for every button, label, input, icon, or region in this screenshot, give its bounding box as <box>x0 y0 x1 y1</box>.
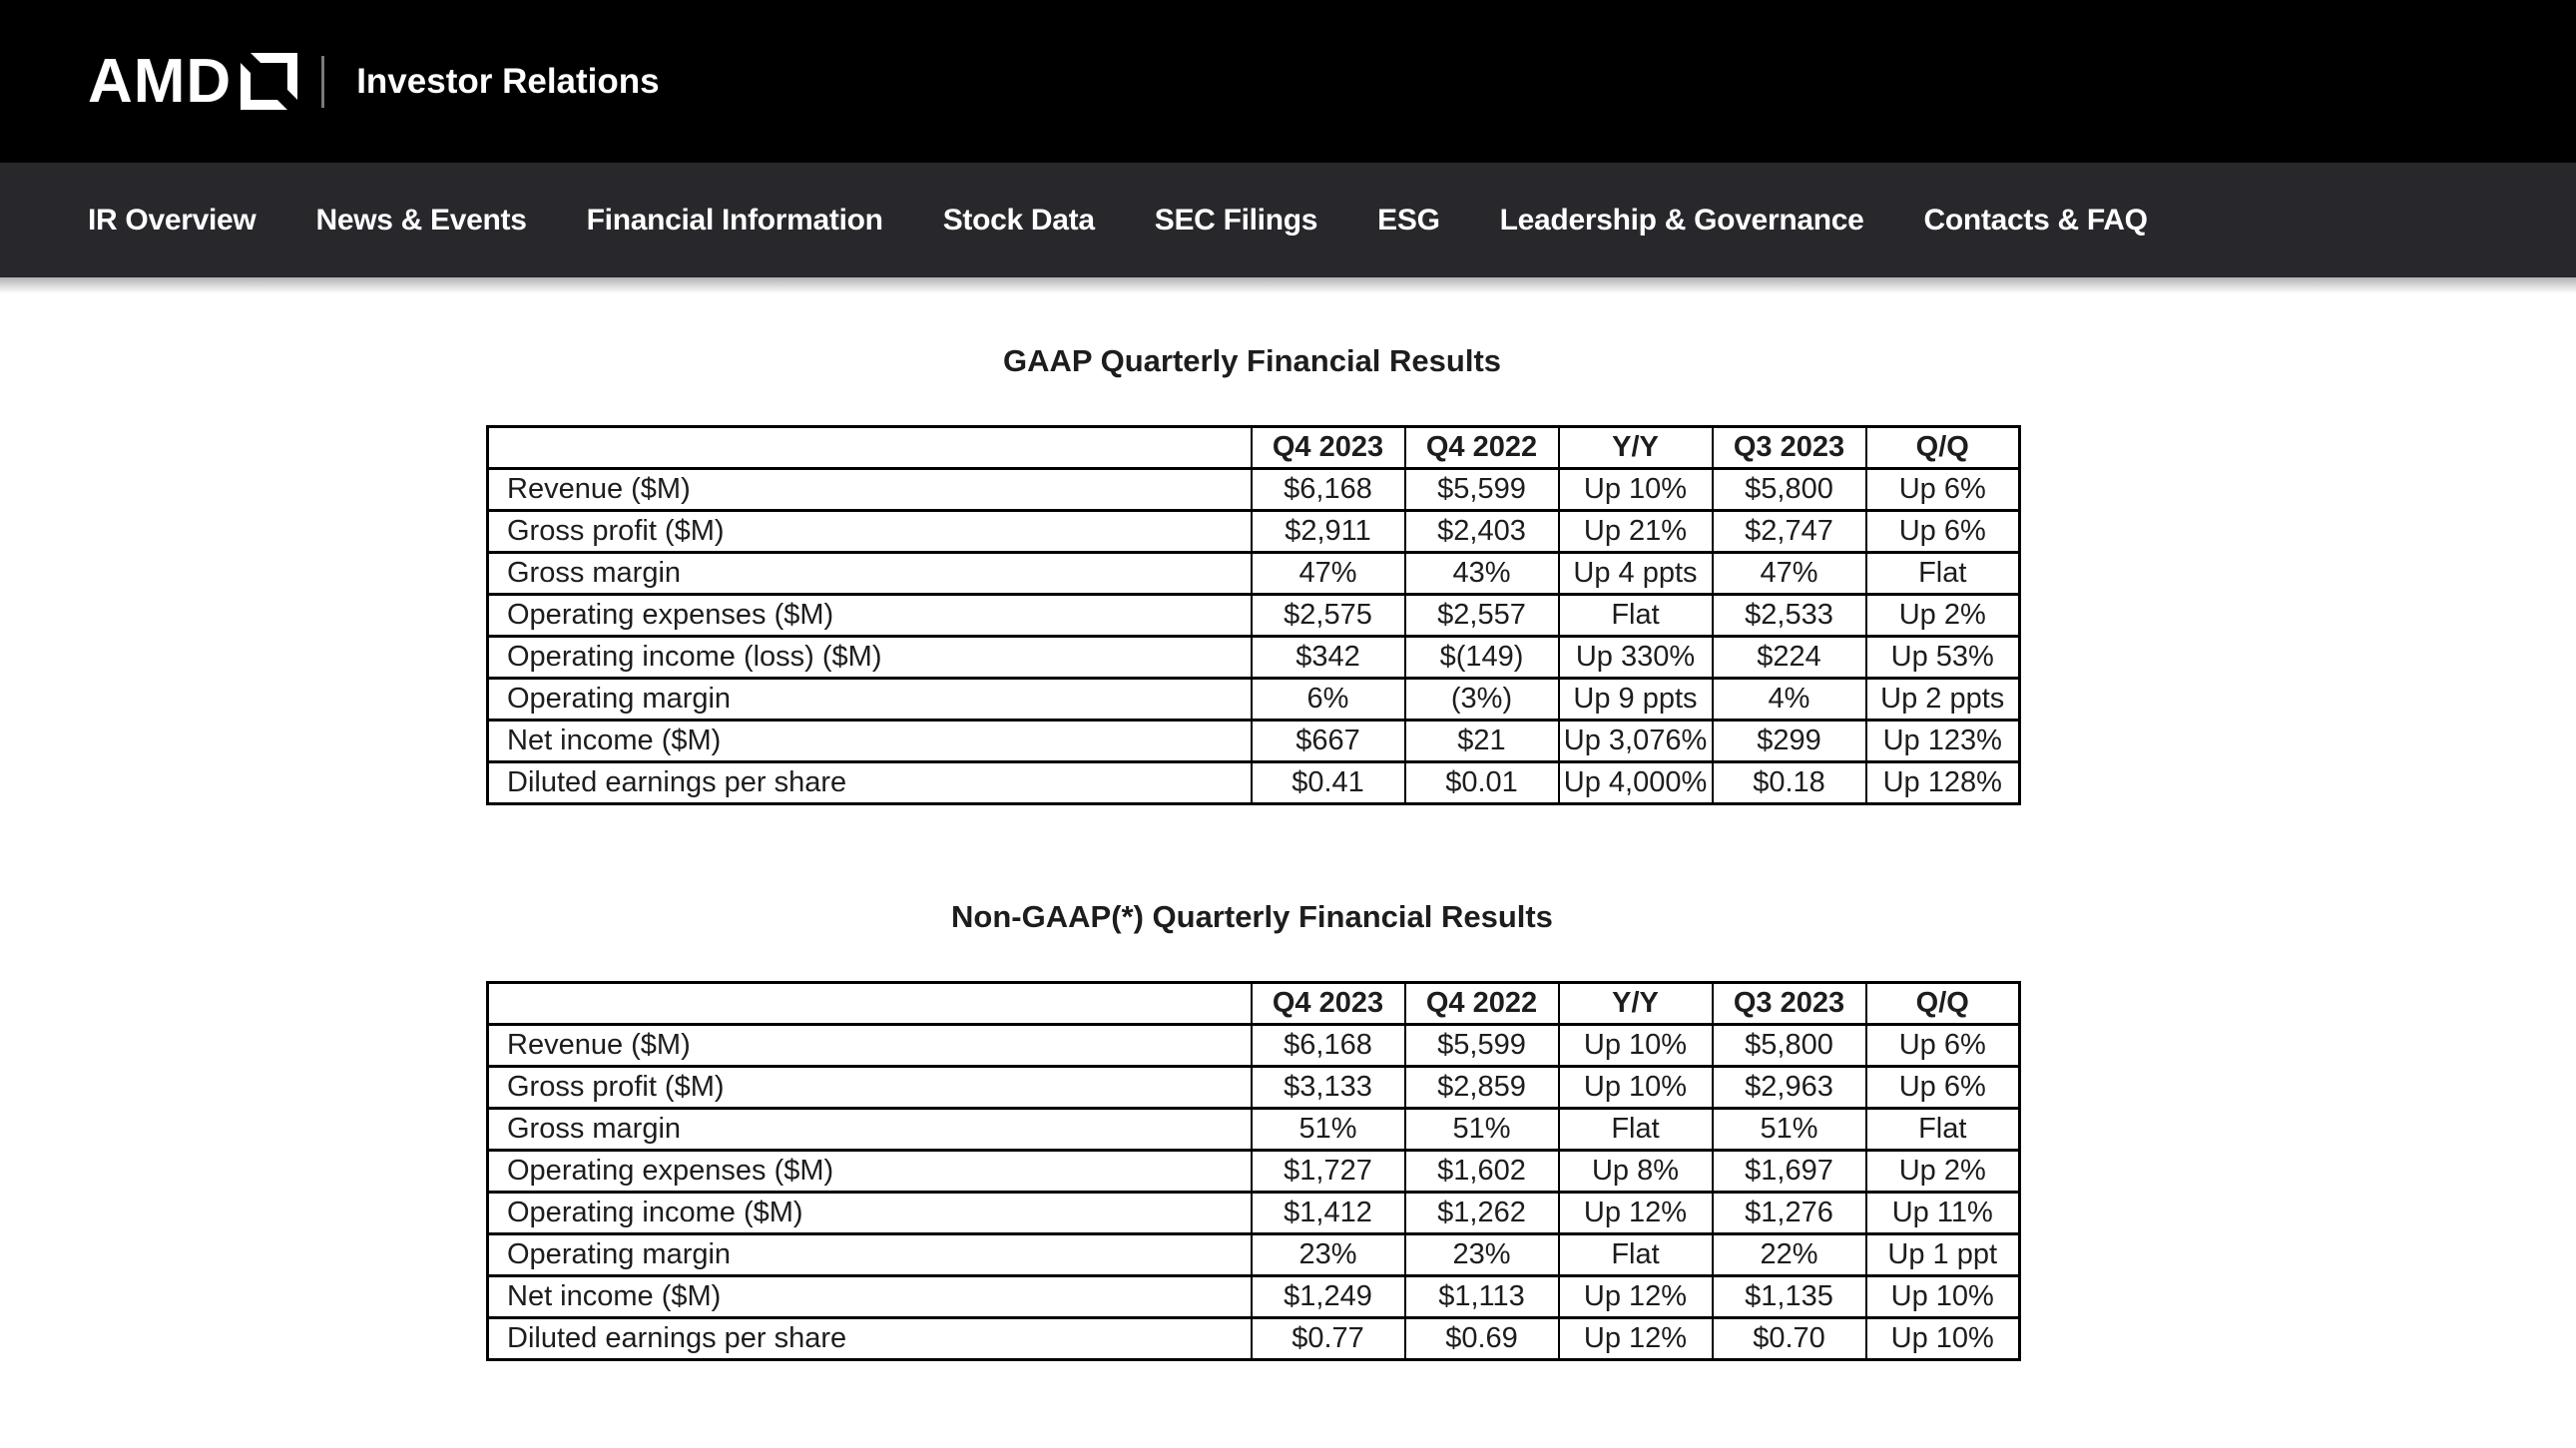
row-label: Operating margin <box>488 1234 1252 1276</box>
row-label: Net income ($M) <box>488 721 1252 762</box>
row-label: Gross profit ($M) <box>488 511 1252 553</box>
cell-value: Up 6% <box>1866 511 2020 553</box>
row-label: Gross margin <box>488 1109 1252 1151</box>
cell-value: Up 11% <box>1866 1193 2020 1234</box>
table-row <box>488 595 2020 637</box>
cell-value: $0.41 <box>1252 762 1405 804</box>
row-label: Operating income ($M) <box>488 1193 1252 1234</box>
table-row <box>488 469 2020 511</box>
cell-value: 23% <box>1405 1234 1559 1276</box>
cell-value: $(149) <box>1405 637 1559 679</box>
brand-divider <box>321 56 324 108</box>
cell-value: (3%) <box>1405 679 1559 721</box>
cell-value: $2,575 <box>1252 595 1405 637</box>
table-row <box>488 1318 2020 1360</box>
cell-value: 47% <box>1713 553 1866 595</box>
cell-value: Up 10% <box>1866 1276 2020 1318</box>
cell-value: $6,168 <box>1252 1025 1405 1067</box>
cell-value: Up 128% <box>1866 762 2020 804</box>
nav-item-leadership-governance[interactable]: Leadership & Governance <box>1499 203 1864 237</box>
cell-value: $21 <box>1405 721 1559 762</box>
nav-item-financial-information[interactable]: Financial Information <box>586 203 883 237</box>
cell-value: $0.69 <box>1405 1318 1559 1360</box>
cell-value: Up 2% <box>1866 1151 2020 1193</box>
cell-value: $1,412 <box>1252 1193 1405 1234</box>
column-header: Q4 2022 <box>1405 983 1559 1025</box>
table-row <box>488 1193 2020 1234</box>
column-header: Q4 2022 <box>1405 427 1559 469</box>
cell-value: Up 12% <box>1559 1318 1713 1360</box>
column-header: Q4 2023 <box>1252 983 1405 1025</box>
cell-value: $6,168 <box>1252 469 1405 511</box>
column-header: Y/Y <box>1559 983 1713 1025</box>
cell-value: 51% <box>1252 1109 1405 1151</box>
cell-value: $0.18 <box>1713 762 1866 804</box>
table-header-row <box>488 983 2020 1025</box>
cell-value: 23% <box>1252 1234 1405 1276</box>
cell-value: Up 6% <box>1866 1025 2020 1067</box>
cell-value: $1,276 <box>1713 1193 1866 1234</box>
cell-value: Up 3,076% <box>1559 721 1713 762</box>
cell-value: 22% <box>1713 1234 1866 1276</box>
cell-value: $2,557 <box>1405 595 1559 637</box>
table-row <box>488 762 2020 804</box>
cell-value: Up 10% <box>1866 1318 2020 1360</box>
row-label: Revenue ($M) <box>488 469 1252 511</box>
site-title[interactable]: Investor Relations <box>356 62 660 101</box>
non-gaap-results-table <box>486 981 2021 1361</box>
row-label: Diluted earnings per share <box>488 1318 1252 1360</box>
row-label: Operating expenses ($M) <box>488 595 1252 637</box>
row-label: Gross profit ($M) <box>488 1067 1252 1109</box>
row-label: Revenue ($M) <box>488 1025 1252 1067</box>
table-row <box>488 637 2020 679</box>
cell-value: Up 12% <box>1559 1276 1713 1318</box>
amd-arrow-icon <box>241 53 297 110</box>
cell-value: Up 2% <box>1866 595 2020 637</box>
cell-value: $3,133 <box>1252 1067 1405 1109</box>
nav-item-ir-overview[interactable]: IR Overview <box>88 203 257 237</box>
cell-value: Up 1 ppt <box>1866 1234 2020 1276</box>
row-label: Operating income (loss) ($M) <box>488 637 1252 679</box>
cell-value: $224 <box>1713 637 1866 679</box>
amd-wordmark: AMD <box>88 46 233 116</box>
cell-value: Flat <box>1559 595 1713 637</box>
column-header: Q3 2023 <box>1713 983 1866 1025</box>
cell-value: $5,800 <box>1713 1025 1866 1067</box>
non-gaap-table-title: Non-GAAP(*) Quarterly Financial Results <box>951 899 1553 934</box>
main-content <box>486 293 2018 1361</box>
cell-value: $2,963 <box>1713 1067 1866 1109</box>
cell-value: Up 53% <box>1866 637 2020 679</box>
cell-value: 51% <box>1713 1109 1866 1151</box>
cell-value: Up 2 ppts <box>1866 679 2020 721</box>
column-header: Q/Q <box>1866 983 2020 1025</box>
cell-value: $2,911 <box>1252 511 1405 553</box>
row-label: Diluted earnings per share <box>488 762 1252 804</box>
cell-value: Up 4,000% <box>1559 762 1713 804</box>
column-header: Q3 2023 <box>1713 427 1866 469</box>
cell-value: $667 <box>1252 721 1405 762</box>
cell-value: $5,599 <box>1405 1025 1559 1067</box>
cell-value: $5,800 <box>1713 469 1866 511</box>
cell-value: Flat <box>1866 553 2020 595</box>
cell-value: Up 12% <box>1559 1193 1713 1234</box>
cell-value: $342 <box>1252 637 1405 679</box>
cell-value: Flat <box>1559 1234 1713 1276</box>
row-label: Operating expenses ($M) <box>488 1151 1252 1193</box>
cell-value: Up 9 ppts <box>1559 679 1713 721</box>
column-header: Y/Y <box>1559 427 1713 469</box>
cell-value: 43% <box>1405 553 1559 595</box>
cell-value: $0.70 <box>1713 1318 1866 1360</box>
top-header <box>0 0 2576 163</box>
cell-value: 51% <box>1405 1109 1559 1151</box>
cell-value: Up 8% <box>1559 1151 1713 1193</box>
cell-value: $1,249 <box>1252 1276 1405 1318</box>
cell-value: $2,533 <box>1713 595 1866 637</box>
cell-value: $1,602 <box>1405 1151 1559 1193</box>
row-label: Operating margin <box>488 679 1252 721</box>
cell-value: Up 4 ppts <box>1559 553 1713 595</box>
cell-value: Up 21% <box>1559 511 1713 553</box>
row-label: Net income ($M) <box>488 1276 1252 1318</box>
nav-item-news-events[interactable]: News & Events <box>315 203 527 237</box>
cell-value: $2,859 <box>1405 1067 1559 1109</box>
nav-shadow <box>0 277 2576 293</box>
gaap-table-title: GAAP Quarterly Financial Results <box>1002 343 1502 378</box>
cell-value: 47% <box>1252 553 1405 595</box>
table-row <box>488 1151 2020 1193</box>
row-label-header <box>488 427 1252 469</box>
cell-value: $1,262 <box>1405 1193 1559 1234</box>
table-row <box>488 1276 2020 1318</box>
table-row <box>488 721 2020 762</box>
cell-value: 6% <box>1252 679 1405 721</box>
cell-value: Up 10% <box>1559 1067 1713 1109</box>
cell-value: $0.01 <box>1405 762 1559 804</box>
nav-item-sec-filings[interactable]: SEC Filings <box>1154 203 1318 237</box>
cell-value: Up 6% <box>1866 469 2020 511</box>
row-label: Gross margin <box>488 553 1252 595</box>
cell-value: $0.77 <box>1252 1318 1405 1360</box>
main-navbar <box>0 163 2576 277</box>
cell-value: Up 123% <box>1866 721 2020 762</box>
table-row <box>488 1234 2020 1276</box>
nav-item-esg[interactable]: ESG <box>1377 203 1440 237</box>
cell-value: $2,747 <box>1713 511 1866 553</box>
column-header: Q4 2023 <box>1252 427 1405 469</box>
cell-value: $299 <box>1713 721 1866 762</box>
cell-value: $1,113 <box>1405 1276 1559 1318</box>
cell-value: Up 10% <box>1559 1025 1713 1067</box>
cell-value: $1,727 <box>1252 1151 1405 1193</box>
table-row <box>488 1025 2020 1067</box>
table-row <box>488 1067 2020 1109</box>
nav-item-contacts-faq[interactable]: Contacts & FAQ <box>1923 203 2148 237</box>
cell-value: Up 330% <box>1559 637 1713 679</box>
nav-item-stock-data[interactable]: Stock Data <box>942 203 1095 237</box>
row-label-header <box>488 983 1252 1025</box>
cell-value: 4% <box>1713 679 1866 721</box>
cell-value: $1,697 <box>1713 1151 1866 1193</box>
cell-value: $5,599 <box>1405 469 1559 511</box>
table-row <box>488 511 2020 553</box>
gaap-results-table <box>486 425 2021 805</box>
table-row <box>488 553 2020 595</box>
column-header: Q/Q <box>1866 427 2020 469</box>
cell-value: Up 6% <box>1866 1067 2020 1109</box>
amd-logo-link[interactable] <box>88 46 660 116</box>
cell-value: $1,135 <box>1713 1276 1866 1318</box>
cell-value: Flat <box>1866 1109 2020 1151</box>
cell-value: Up 10% <box>1559 469 1713 511</box>
table-header-row <box>488 427 2020 469</box>
table-row <box>488 679 2020 721</box>
cell-value: Flat <box>1559 1109 1713 1151</box>
cell-value: $2,403 <box>1405 511 1559 553</box>
table-row <box>488 1109 2020 1151</box>
